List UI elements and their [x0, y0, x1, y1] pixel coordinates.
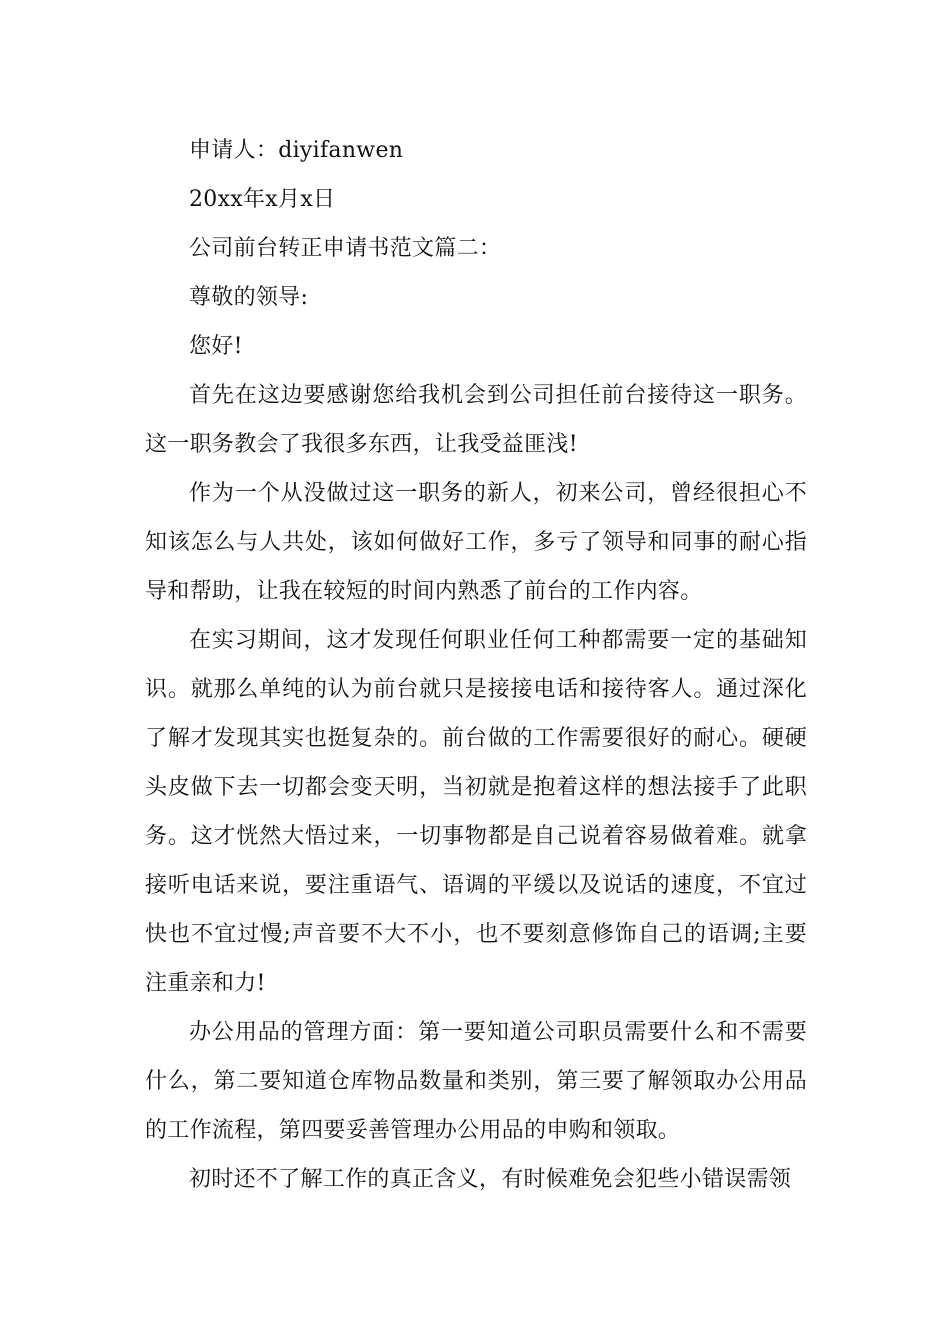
paragraph-mistakes: 初时还不了解工作的真正含义，有时候难免会犯些小错误需领 — [189, 1167, 792, 1192]
section-title: 公司前台转正申请书范文篇二： — [189, 236, 502, 261]
paragraph-newcomer: 作为一个从没做过这一职务的新人，初来公司，曾经很担心不知该怎么与人共处，该如何做好工作，多亏了领导和同事的耐心指导和帮助，让我在较短的时间内熟悉了前台的工作内容。 — [145, 481, 807, 604]
greeting: 您好! — [189, 334, 243, 359]
paragraph-internship: 在实习期间，这才发现任何职业任何工种都需要一定的基础知识。就那么单纯的认为前台就只是接接电话和接待客人。通过深化了解才发现其实也挺复杂的。前台做的工作需要很好的耐心。硬硬头皮做下去一切都会变天明，当初就是抱着这样的想法接手了此职务。这才恍然大悟过来，一切事物都是自己说着容易做着难。就拿接听电话来说，要注重语气、语调的平缓以及说话的速度，不宜过快也不宜过慢;声音要不大不小，也不要刻意修饰自己的语调;主要注重亲和力! — [145, 628, 807, 996]
paragraph-thanks: 首先在这边要感谢您给我机会到公司担任前台接待这一职务。这一职务教会了我很多东西，让我受益匪浅! — [145, 383, 807, 457]
paragraph-office-supplies: 办公用品的管理方面：第一要知道公司职员需要什么和不需要什么，第二要知道仓库物品数量和类别，第三要了解领取办公用品的工作流程，第四要妥善管理办公用品的申购和领取。 — [145, 1020, 807, 1143]
document-page — [145, 126, 807, 1204]
salutation: 尊敬的领导: — [189, 285, 309, 310]
applicant-line: 申请人：diyifanwen — [189, 138, 404, 163]
date-line: 20xx年x月x日 — [189, 187, 336, 212]
